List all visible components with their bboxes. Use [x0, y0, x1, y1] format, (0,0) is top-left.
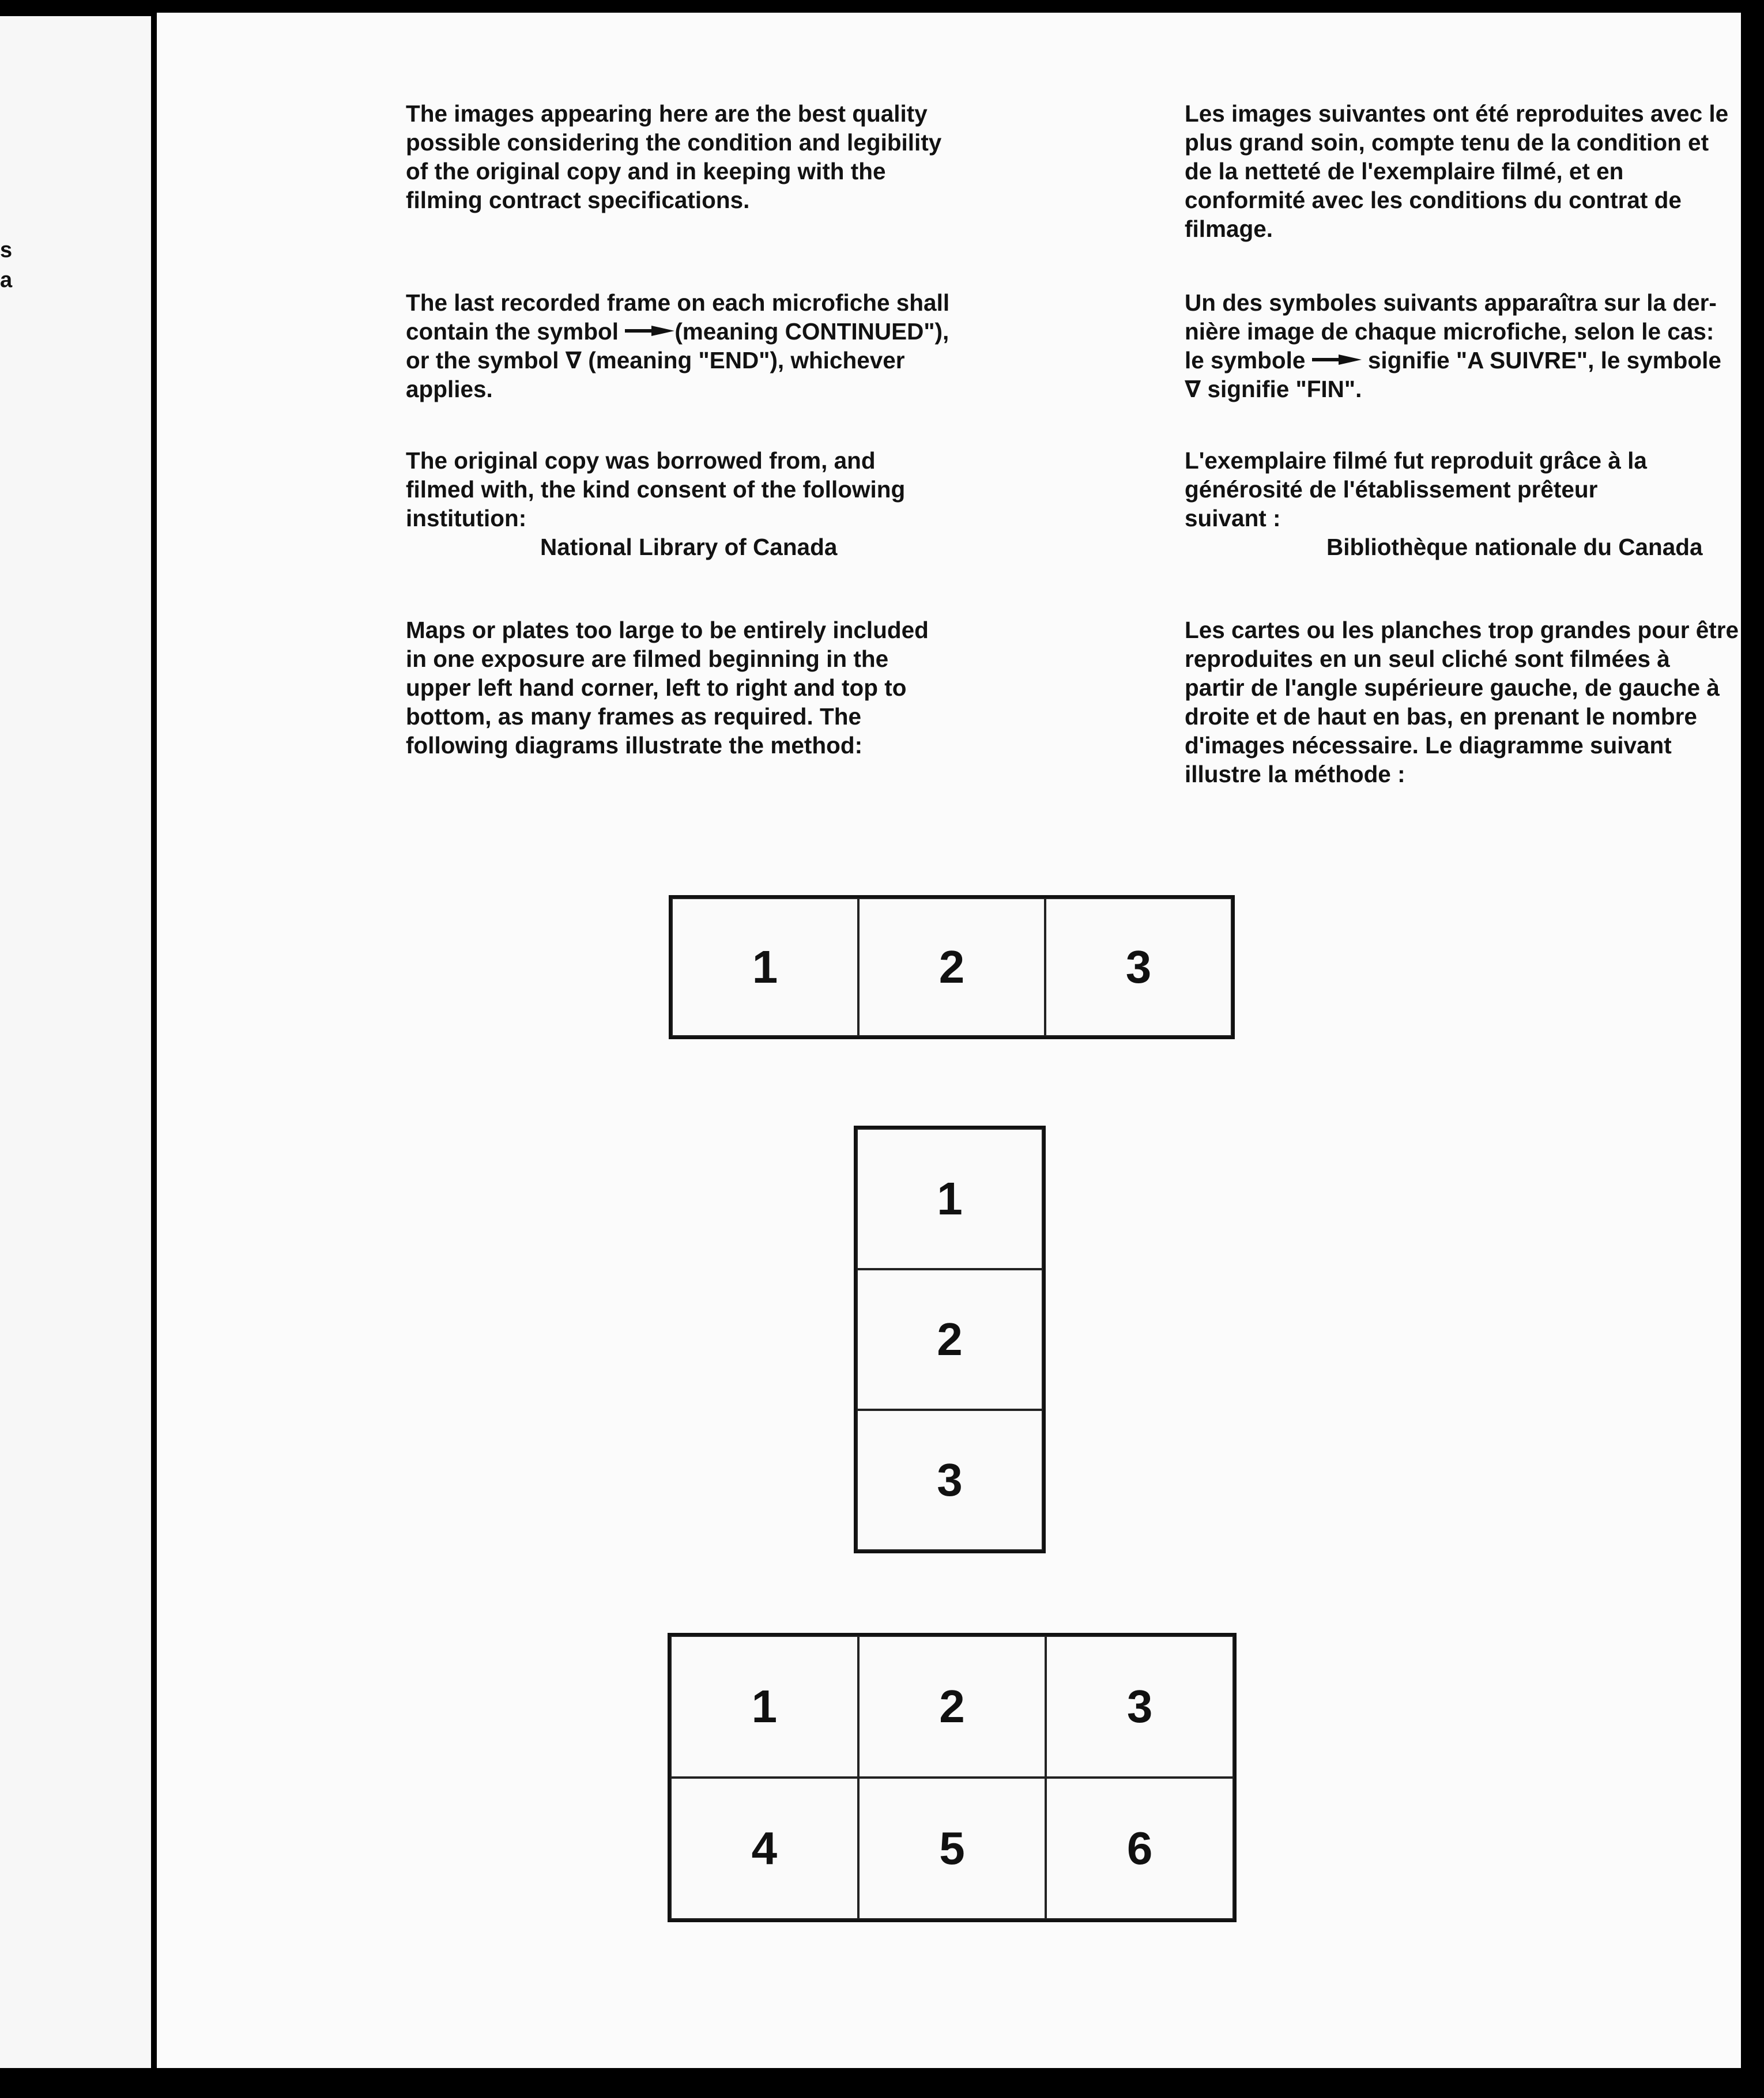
french-p2-line-3b: signifie "A SUIVRE", le symbole — [1361, 347, 1721, 373]
frame-cell: 6 — [1046, 1778, 1234, 1919]
frame-cell: 1 — [672, 898, 858, 1036]
diagram-horizontal-frames — [669, 895, 1235, 1039]
french-paragraph-2 — [1185, 288, 1721, 403]
frame-cell: 4 — [670, 1778, 858, 1919]
french-p2-line-3a: le symbole — [1185, 347, 1312, 373]
frame-cell: 2 — [858, 1636, 1046, 1778]
english-p2-line-4: applies. — [406, 376, 493, 402]
english-institution: National Library of Canada — [540, 534, 838, 560]
left-fragment-line-1: s — [0, 238, 13, 262]
english-p2-line-2b: (meaning CONTINUED"), — [674, 318, 949, 345]
frame-cell: 3 — [857, 1410, 1043, 1550]
diagram-grid-frames — [668, 1633, 1237, 1922]
previous-frame-strip — [0, 16, 151, 2068]
english-paragraph-3: The original copy was borrowed from, and filmed with, the kind consent of the following institution: — [406, 447, 906, 531]
english-paragraph-1: The images appearing here are the best quality possible considering the condition and legibility of the original copy and in keeping with the filming contract specifications. — [406, 100, 942, 213]
french-institution: Bibliothèque nationale du Canada — [1326, 534, 1703, 560]
english-p2-line-3: or the symbol ∇ (meaning "END"), whichever — [406, 347, 905, 373]
english-paragraph-2 — [406, 288, 949, 403]
french-p2-line-4: ∇ signifie "FIN". — [1185, 376, 1362, 402]
french-paragraph-4: Les cartes ou les planches trop grandes pour être reproduites en un seul cliché sont filmées à partir de l'angle supérieure gauche, de gauche à droite et de haut en bas, en prenant le nombre d'images nécessaire. Le diagramme suivant illustre la méthode : — [1185, 617, 1739, 787]
left-fragment-line-2: a — [0, 268, 13, 292]
english-p2-line-1: The last recorded frame on each microfiche shall — [406, 289, 950, 316]
french-p2-line-1: Un des symboles suivants apparaîtra sur la der- — [1185, 289, 1717, 316]
left-fragment-text — [0, 235, 12, 295]
english-paragraph-4: Maps or plates too large to be entirely included in one exposure are filmed beginning in the upper left hand corner, left to right and top to bottom, as many frames as required. The following diagrams illustrate the method: — [406, 617, 929, 759]
frame-cell: 1 — [670, 1636, 858, 1778]
french-paragraph-1: Les images suivantes ont été reproduites avec le plus grand soin, compte tenu de la condition et de la netteté de l'exemplaire filmé, et en conformité avec les conditions du contrat de filmage. — [1185, 100, 1729, 242]
frame-cell: 2 — [857, 1269, 1043, 1410]
french-paragraph-3: L'exemplaire filmé fut reproduit grâce à la générosité de l'établissement prêteur suivant : — [1185, 447, 1647, 531]
frame-cell: 1 — [857, 1129, 1043, 1269]
frame-cell: 3 — [1045, 898, 1232, 1036]
frame-cell: 2 — [858, 898, 1045, 1036]
french-p2-line-2: nière image de chaque microfiche, selon le cas: — [1185, 318, 1714, 345]
diagram-vertical-frames — [854, 1126, 1046, 1553]
frame-cell: 3 — [1046, 1636, 1234, 1778]
suivre-arrow-icon — [1312, 354, 1362, 365]
continued-arrow-icon — [625, 325, 674, 337]
english-p2-line-2a: contain the symbol — [406, 318, 625, 345]
frame-cell: 5 — [858, 1778, 1046, 1919]
